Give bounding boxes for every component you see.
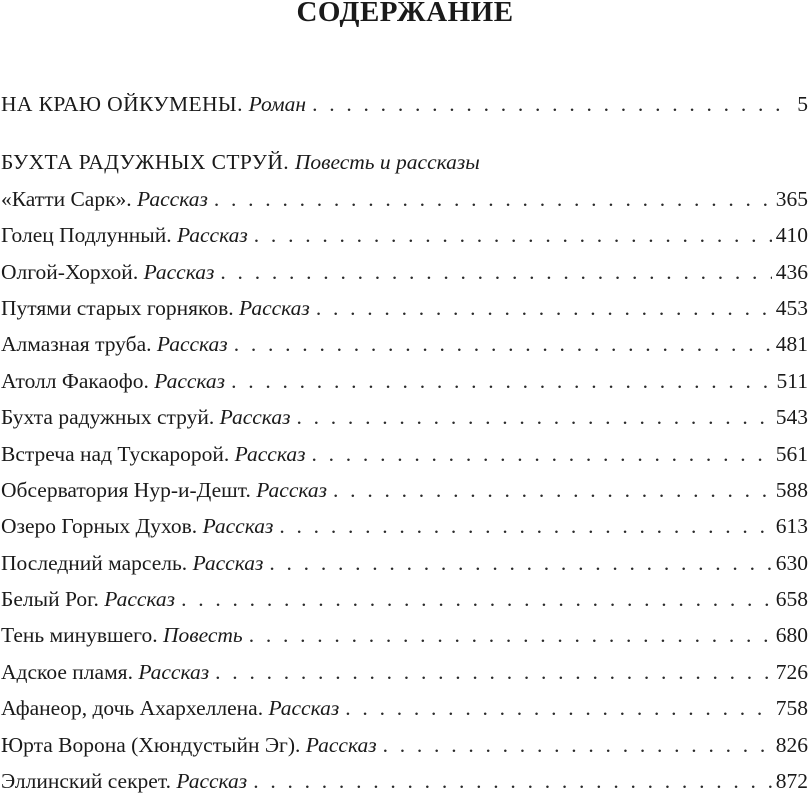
toc-list [1, 92, 808, 805]
toc-entry-page-number: 758 [775, 696, 808, 721]
toc-entry-title: Атолл Факаофо. [1, 368, 155, 393]
toc-entry [1, 660, 808, 696]
toc-entry-title: Юрта Ворона (Хюндустыйн Эг). [1, 732, 306, 757]
toc-entry-genre: Рассказ [256, 477, 328, 502]
toc-entry-text [1, 514, 273, 539]
toc-entry-text [1, 478, 327, 503]
dot-leader [311, 442, 771, 467]
dot-leader [383, 733, 772, 758]
toc-entry-page-number: 588 [775, 477, 808, 502]
toc-entry-page-number: 481 [775, 332, 808, 357]
toc-entry-text [1, 332, 228, 357]
toc-entry-page-number: 658 [775, 587, 808, 612]
toc-entry-text [1, 587, 175, 612]
toc-entry-title: Афанеор, дочь Ахархеллена. [1, 696, 269, 721]
dot-leader [269, 551, 771, 576]
page-title: СОДЕРЖАНИЕ [296, 0, 514, 28]
toc-entry-genre: Рассказ [176, 223, 248, 248]
toc-entry-title: Путями старых горняков. [1, 295, 240, 320]
toc-entry-page-number: 410 [775, 223, 808, 248]
toc-entry-genre: Рассказ [305, 732, 377, 757]
toc-entry-page-number: 5 [797, 92, 808, 116]
toc-entry [1, 551, 808, 587]
toc-entry [1, 369, 808, 405]
toc-entry-genre: Рассказ [137, 186, 208, 211]
toc-entry-genre: Рассказ [268, 696, 340, 721]
toc-entry-text [1, 623, 243, 648]
dot-leader [253, 769, 772, 794]
toc-entry-title: «Катти Сарк». [1, 186, 138, 211]
toc-entry-title: БУХТА РАДУЖНЫХ СТРУЙ. [1, 150, 295, 175]
toc-entry-page-number: 543 [775, 405, 808, 430]
toc-entry-genre: Рассказ [143, 259, 215, 284]
dot-leader [181, 587, 772, 612]
toc-entry-page-number: 613 [775, 514, 808, 539]
toc-entry-text [1, 369, 225, 394]
toc-entry [1, 405, 808, 441]
dot-leader [214, 187, 772, 212]
toc-entry-title: Голец Подлунный. [1, 223, 177, 248]
dot-leader [333, 478, 772, 503]
toc-entry [1, 332, 808, 368]
toc-entry-title: Обсерватория Нур-и-Дешт. [1, 477, 257, 502]
toc-entry [1, 478, 808, 514]
toc-entry-text [1, 551, 263, 576]
dot-leader [231, 369, 772, 394]
toc-entry-title: Адское пламя. [1, 659, 139, 684]
toc-entry-text [1, 696, 339, 721]
toc-entry-text [1, 260, 214, 285]
toc-entry-genre: Повесть [162, 623, 243, 648]
toc-entry [1, 769, 808, 805]
dot-leader [254, 223, 772, 248]
toc-entry-genre: Рассказ [234, 441, 306, 466]
toc-entry-page-number: 826 [775, 732, 808, 757]
toc-entry [1, 623, 808, 659]
toc-entry-text [1, 92, 306, 117]
toc-entry-page-number: 561 [775, 441, 808, 466]
toc-entry-title: Встреча над Тускаророй. [1, 441, 235, 466]
toc-entry [1, 514, 808, 550]
dot-leader [279, 514, 771, 539]
toc-entry-title: НА КРАЮ ОЙКУМЕНЫ. [1, 92, 249, 116]
toc-entry-title: Алмазная труба. [1, 332, 157, 357]
toc-entry [1, 150, 808, 186]
toc-entry-title: Белый Рог. [1, 587, 105, 612]
toc-entry-genre: Рассказ [239, 295, 310, 320]
toc-entry-text [1, 733, 377, 758]
dot-leader [296, 405, 771, 430]
toc-entry-text [1, 660, 209, 685]
toc-entry-genre: Рассказ [202, 514, 274, 539]
toc-entry-page-number: 872 [775, 769, 808, 794]
toc-entry-page-number: 726 [775, 659, 808, 684]
toc-entry [1, 587, 808, 623]
toc-entry-text [1, 296, 310, 321]
toc-entry-title: Тень минувшего. [1, 623, 163, 648]
toc-entry-page-number: 680 [775, 623, 808, 648]
dot-leader [249, 623, 772, 648]
toc-entry-page-number: 436 [775, 259, 808, 284]
toc-entry-genre: Рассказ [104, 587, 176, 612]
toc-entry-title: Последний марсель. [1, 550, 193, 575]
toc-entry-text [1, 187, 208, 212]
toc-entry-text [1, 405, 290, 430]
toc-entry-page-number: 453 [775, 295, 808, 320]
toc-entry-genre: Рассказ [156, 332, 228, 357]
toc-entry-page-number: 365 [775, 186, 808, 211]
toc-entry [1, 733, 808, 769]
toc-entry-genre: Рассказ [219, 405, 291, 430]
toc-entry [1, 260, 808, 296]
toc-entry-genre: Повесть и рассказы [294, 150, 480, 175]
dot-leader [312, 92, 793, 117]
toc-entry-title: Бухта радужных струй. [1, 405, 220, 430]
toc-entry-page-number: 630 [775, 550, 808, 575]
toc-entry [1, 696, 808, 732]
toc-entry-page-number: 511 [776, 368, 808, 393]
toc-entry [1, 442, 808, 478]
toc-entry-text [1, 769, 247, 794]
toc-entry-title: Олгой-Хорхой. [1, 259, 144, 284]
dot-leader [220, 260, 771, 285]
dot-leader [316, 296, 772, 321]
dot-leader [234, 332, 772, 357]
toc-entry-text [1, 442, 305, 467]
dot-leader [345, 696, 771, 721]
toc-entry [1, 187, 808, 223]
toc-entry-text [1, 223, 248, 248]
toc-entry-genre: Рассказ [176, 769, 248, 794]
toc-entry [1, 223, 808, 259]
toc-entry [1, 92, 808, 128]
toc-entry-genre: Рассказ [138, 659, 210, 684]
toc-entry-genre: Рассказ [154, 368, 226, 393]
toc-entry-title: Озеро Горных Духов. [1, 514, 203, 539]
toc-entry [1, 296, 808, 332]
toc-entry-title: Эллинский секрет. [1, 769, 177, 794]
dot-leader [215, 660, 772, 685]
toc-entry-genre: Роман [248, 92, 307, 116]
toc-entry-text [1, 150, 480, 175]
toc-entry-genre: Рассказ [192, 550, 264, 575]
